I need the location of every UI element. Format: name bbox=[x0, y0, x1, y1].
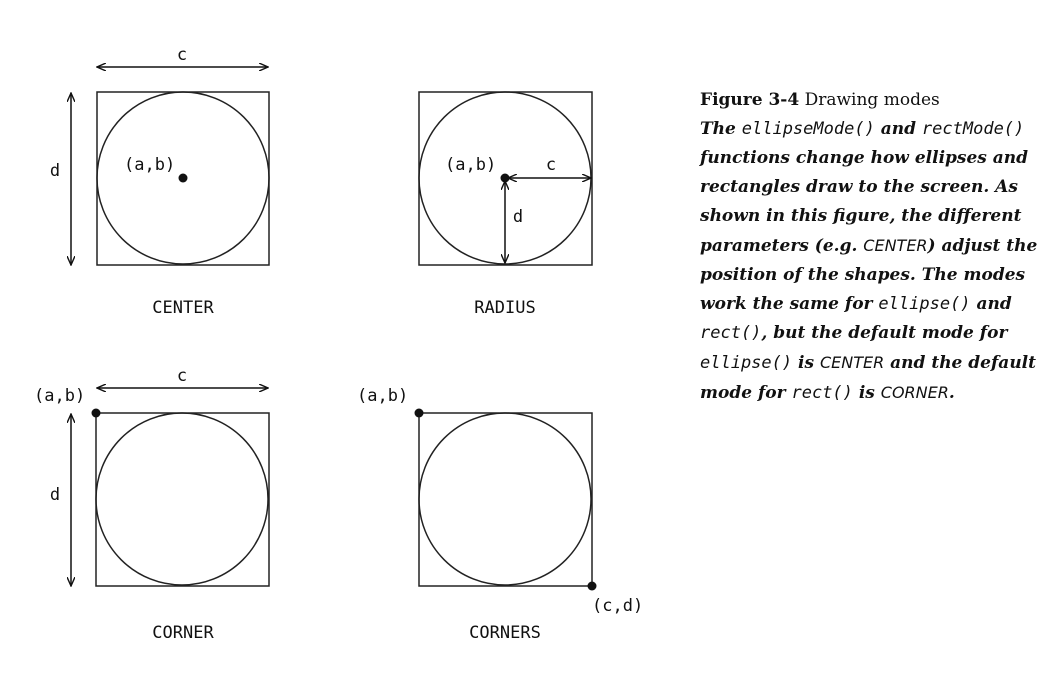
caption-caps-center: CENTER bbox=[820, 353, 885, 372]
corner-point-dot bbox=[92, 409, 101, 418]
center-panel bbox=[50, 45, 269, 318]
figure-number: Figure 3-4 bbox=[700, 90, 800, 110]
corners-point1-label: (a,b) bbox=[357, 386, 409, 406]
caption-caps-center: CENTER bbox=[863, 236, 928, 255]
caption-text: and the default mode for bbox=[700, 353, 1036, 403]
radius-height-label: d bbox=[512, 207, 524, 227]
caption-body bbox=[700, 115, 1040, 408]
corner-panel bbox=[34, 366, 269, 643]
caption-text: The bbox=[700, 119, 742, 139]
caption-code-rect: rect() bbox=[791, 383, 853, 403]
caption-code-rectmode: rectMode() bbox=[921, 119, 1025, 139]
corners-point2-dot bbox=[588, 582, 597, 591]
caption-code-ellipsemode: ellipseMode() bbox=[741, 119, 875, 139]
corner-ellipse bbox=[96, 413, 268, 585]
caption-text: is bbox=[852, 383, 881, 403]
corner-mode-label: CORNER bbox=[152, 623, 214, 643]
corner-height-label: d bbox=[49, 485, 61, 505]
corners-point2-label: (c,d) bbox=[592, 596, 644, 616]
radius-panel bbox=[419, 92, 592, 318]
caption-text: . bbox=[948, 383, 955, 403]
radius-width-label: c bbox=[545, 155, 557, 175]
caption-text: functions change how ellipses and rectangles draw to the screen. As shown in this figure, the different parameters (e.g. bbox=[700, 148, 1029, 256]
center-width-label: c bbox=[176, 45, 188, 65]
figure-caption bbox=[700, 86, 1040, 408]
caption-text: and bbox=[970, 294, 1012, 314]
corners-point1-dot bbox=[415, 409, 424, 418]
radius-point-label: (a,b) bbox=[445, 155, 497, 175]
caption-code-ellipse: ellipse() bbox=[700, 353, 793, 373]
caption-code-rect: rect() bbox=[700, 323, 762, 343]
corners-ellipse bbox=[419, 413, 591, 585]
corners-mode-label: CORNERS bbox=[469, 623, 541, 643]
caption-heading bbox=[700, 86, 1040, 115]
caption-code-ellipse: ellipse() bbox=[878, 294, 971, 314]
caption-text: and bbox=[874, 119, 922, 139]
center-point-label: (a,b) bbox=[124, 155, 176, 175]
corner-width-label: c bbox=[176, 366, 188, 386]
caption-text: ) adjust the position of the shapes. The modes work the same for bbox=[700, 236, 1038, 314]
caption-caps-corner: CORNER bbox=[880, 383, 949, 402]
center-mode-label: CENTER bbox=[152, 298, 214, 318]
radius-mode-label: RADIUS bbox=[474, 298, 536, 318]
caption-text: , but the default mode for bbox=[761, 323, 1008, 343]
figure-title: Drawing modes bbox=[804, 90, 940, 110]
corners-panel bbox=[357, 386, 643, 643]
center-height-label: d bbox=[49, 161, 61, 181]
center-point-dot bbox=[179, 174, 188, 183]
caption-text: is bbox=[792, 353, 820, 373]
corner-point-label: (a,b) bbox=[34, 386, 86, 406]
